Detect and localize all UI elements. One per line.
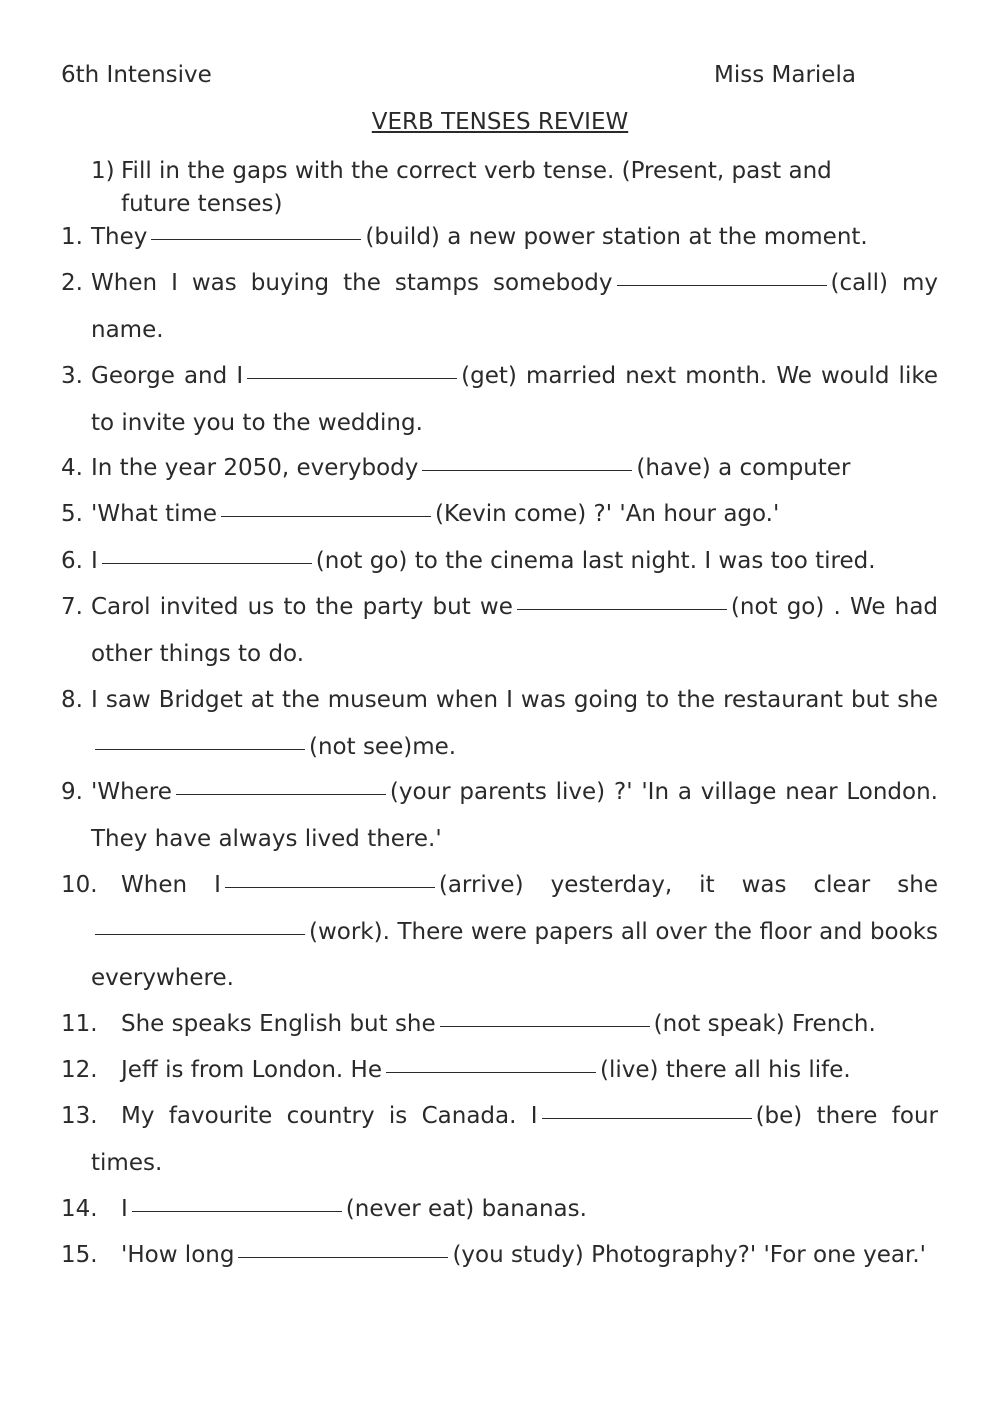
question-15 [61,1232,938,1279]
question-text: (not speak) French. [653,1011,876,1037]
question-text: 'Where [91,779,172,805]
question-number: 13. [61,1103,98,1129]
question-text: When I was buying the stamps somebody [91,270,613,296]
question-8 [61,677,938,770]
answer-blank[interactable] [542,1117,752,1119]
question-text: 'How long [121,1242,235,1268]
answer-blank[interactable] [238,1256,448,1258]
question-text: 'What time [91,501,218,527]
answer-blank[interactable] [617,284,827,286]
question-text: (you study) Photography?' 'For one year.' [452,1242,926,1268]
question-14 [61,1186,938,1233]
question-3 [61,353,938,446]
question-text: (Kevin come) ?' 'An hour ago.' [435,501,780,527]
question-text: (have) a computer [636,455,851,481]
question-7 [61,584,938,677]
question-number: 5. [61,501,83,527]
question-text: I [121,1196,128,1222]
answer-blank[interactable] [176,793,386,795]
question-text: (your parents live) ?' 'In a village near London. They have always lived there.' [91,779,938,852]
question-text: I saw Bridget at the museum when I was going to the restaurant but she [91,687,938,713]
answer-blank[interactable] [517,608,727,610]
question-number: 2. [61,270,83,296]
answer-blank[interactable] [151,238,361,240]
question-text: (call) my name. [91,270,938,343]
question-number: 6. [61,548,83,574]
question-text: Carol invited us to the party but we [91,594,513,620]
course-label: 6th Intensive [61,62,212,88]
question-number: 4. [61,455,83,481]
answer-blank[interactable] [440,1025,650,1027]
question-10 [61,862,938,1002]
question-4 [61,445,938,492]
answer-blank[interactable] [95,748,305,750]
question-text: I [91,548,98,574]
question-2 [61,260,938,353]
question-number: 3. [61,363,83,389]
question-text: George and I [91,363,244,389]
question-text: When I [121,872,221,898]
question-text: (work). There were papers all over the floor and books everywhere. [91,918,938,991]
question-text: (never eat) bananas. [345,1196,587,1222]
question-number: 14. [61,1196,98,1222]
question-text: (arrive) yesterday, it was clear she [438,872,938,898]
question-number: 8. [61,687,83,713]
question-text: (get) married next month. We would like to invite you to the wedding. [91,363,938,436]
answer-blank[interactable] [386,1071,596,1073]
answer-blank[interactable] [102,562,312,564]
question-text: (build) a new power station at the moment. [365,224,868,250]
question-text: (not go) . We had other things to do. [91,594,939,667]
question-number: 9. [61,779,83,805]
instruction-number: 1) [91,158,115,184]
teacher-label: Miss Mariela [714,62,856,88]
instruction-text: Fill in the gaps with the correct verb tense. (Present, past and future tenses) [121,158,832,217]
answer-blank[interactable] [132,1210,342,1212]
question-number: 12. [61,1057,98,1083]
question-13 [61,1093,938,1186]
question-text: (not go) to the cinema last night. I was too tired. [315,548,876,574]
question-number: 11. [61,1011,98,1037]
question-12 [61,1047,938,1094]
question-text: (live) there all his life. [600,1057,851,1083]
question-text: (be) there four times. [91,1103,939,1176]
question-1 [61,214,938,261]
question-number: 7. [61,594,83,620]
answer-blank[interactable] [221,515,431,517]
answer-blank[interactable] [422,469,632,471]
question-number: 15. [61,1242,98,1268]
question-text: (not see)me. [309,733,457,760]
answer-blank[interactable] [225,886,435,888]
question-11 [61,1001,938,1048]
question-5 [61,491,938,538]
instruction [91,155,881,221]
worksheet-title: VERB TENSES REVIEW [371,109,629,135]
question-9 [61,769,938,862]
answer-blank[interactable] [95,933,305,935]
question-number: 1. [61,224,83,250]
question-number: 10. [61,872,98,898]
question-text: Jeff is from London. He [121,1057,382,1083]
question-text: She speaks English but she [121,1011,436,1037]
question-text: In the year 2050, everybody [91,455,419,481]
question-text: My favourite country is Canada. I [121,1103,538,1129]
question-text: They [91,224,148,250]
answer-blank[interactable] [247,377,457,379]
question-6 [61,538,938,585]
